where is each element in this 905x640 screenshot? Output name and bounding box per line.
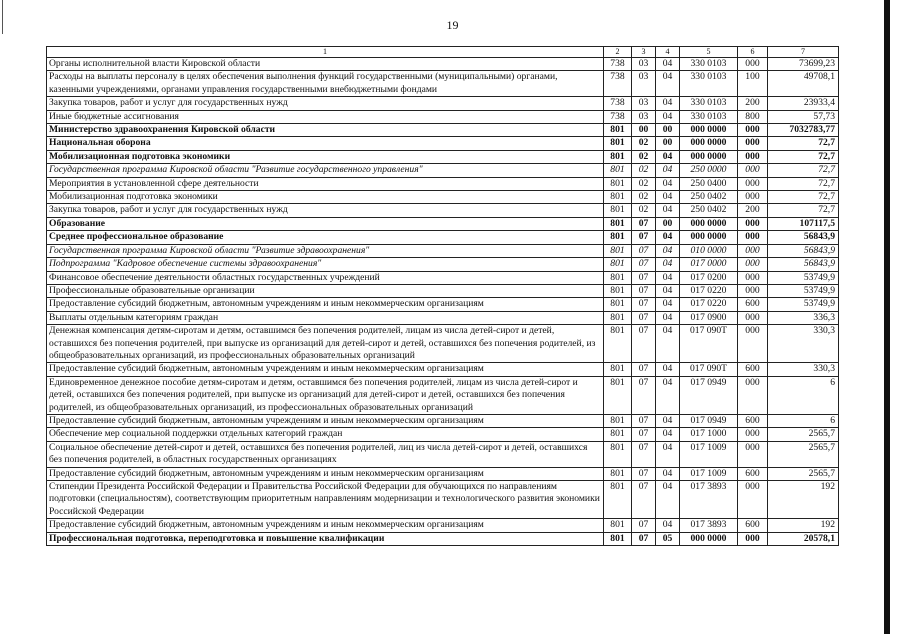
row-subsection-code: 04 bbox=[656, 71, 680, 97]
row-subsection-code: 04 bbox=[656, 519, 680, 532]
row-name: Единовременное денежное пособие детям-сиротам и детям, оставшимся без попечения родителей, лицам из числа детей-сирот и детей, оставшихся без попечения родителей, при выпуске из организаций для детей-сирот и детей, оставшихся без попечения родителей, из общеобразовательных организаций, из профессиональных образовательных организаций bbox=[47, 376, 604, 414]
row-name: Национальная оборона bbox=[47, 137, 604, 150]
row-expense-type: 000 bbox=[738, 137, 768, 150]
row-admin-code: 801 bbox=[604, 428, 632, 441]
row-amount: 2565,7 bbox=[768, 441, 839, 467]
row-name: Государственная программа Кировской области "Развитие здравоохранения" bbox=[47, 244, 604, 257]
row-section-code: 07 bbox=[632, 258, 656, 271]
row-amount: 73699,23 bbox=[768, 58, 839, 71]
budget-table bbox=[46, 46, 839, 546]
row-section-code: 02 bbox=[632, 137, 656, 150]
col-header-6: 6 bbox=[738, 47, 768, 58]
table-row bbox=[47, 441, 839, 467]
row-amount: 192 bbox=[768, 481, 839, 519]
row-expense-type: 800 bbox=[738, 110, 768, 123]
row-admin-code: 801 bbox=[604, 363, 632, 376]
row-admin-code: 801 bbox=[604, 467, 632, 480]
table-body bbox=[47, 58, 839, 546]
row-target-code: 330 0103 bbox=[680, 71, 738, 97]
row-section-code: 07 bbox=[632, 311, 656, 324]
row-target-code: 017 0220 bbox=[680, 298, 738, 311]
row-admin-code: 801 bbox=[604, 532, 632, 545]
row-subsection-code: 04 bbox=[656, 177, 680, 190]
table-row bbox=[47, 298, 839, 311]
row-amount: 53749,9 bbox=[768, 284, 839, 297]
row-expense-type: 000 bbox=[738, 271, 768, 284]
row-name: Расходы на выплаты персоналу в целях обеспечения выполнения функций государственными (муниципальными) органами, казенными учреждениями, органами управления государственными внебюджетными фондами bbox=[47, 71, 604, 97]
row-subsection-code: 04 bbox=[656, 325, 680, 363]
row-expense-type: 100 bbox=[738, 71, 768, 97]
row-section-code: 07 bbox=[632, 298, 656, 311]
row-section-code: 02 bbox=[632, 191, 656, 204]
row-name: Предоставление субсидий бюджетным, автономным учреждениям и иным некоммерческим организациям bbox=[47, 414, 604, 427]
row-name: Закупка товаров, работ и услуг для государственных нужд bbox=[47, 204, 604, 217]
row-subsection-code: 04 bbox=[656, 467, 680, 480]
row-section-code: 07 bbox=[632, 244, 656, 257]
row-subsection-code: 04 bbox=[656, 231, 680, 244]
table-row bbox=[47, 271, 839, 284]
row-target-code: 000 0000 bbox=[680, 217, 738, 230]
table-header-row bbox=[47, 47, 839, 58]
row-admin-code: 801 bbox=[604, 376, 632, 414]
row-admin-code: 801 bbox=[604, 244, 632, 257]
row-section-code: 07 bbox=[632, 467, 656, 480]
row-expense-type: 000 bbox=[738, 311, 768, 324]
table-row bbox=[47, 284, 839, 297]
row-admin-code: 801 bbox=[604, 441, 632, 467]
col-header-4: 4 bbox=[656, 47, 680, 58]
row-amount: 2565,7 bbox=[768, 467, 839, 480]
table-row bbox=[47, 325, 839, 363]
row-name: Социальное обеспечение детей-сирот и детей, оставшихся без попечения родителей, лиц из числа детей-сирот и детей, оставшихся без попечения родителей, в областных государственных организациях bbox=[47, 441, 604, 467]
row-section-code: 07 bbox=[632, 414, 656, 427]
row-admin-code: 738 bbox=[604, 97, 632, 110]
row-expense-type: 000 bbox=[738, 441, 768, 467]
row-section-code: 07 bbox=[632, 363, 656, 376]
table-row bbox=[47, 164, 839, 177]
row-target-code: 250 0000 bbox=[680, 164, 738, 177]
row-target-code: 330 0103 bbox=[680, 58, 738, 71]
col-header-7: 7 bbox=[768, 47, 839, 58]
col-header-3: 3 bbox=[632, 47, 656, 58]
row-admin-code: 801 bbox=[604, 298, 632, 311]
table-row bbox=[47, 71, 839, 97]
row-amount: 6 bbox=[768, 376, 839, 414]
row-amount: 56843,9 bbox=[768, 258, 839, 271]
row-subsection-code: 04 bbox=[656, 363, 680, 376]
table-row bbox=[47, 58, 839, 71]
row-expense-type: 000 bbox=[738, 164, 768, 177]
row-subsection-code: 04 bbox=[656, 58, 680, 71]
row-expense-type: 000 bbox=[738, 191, 768, 204]
row-expense-type: 600 bbox=[738, 414, 768, 427]
row-expense-type: 000 bbox=[738, 325, 768, 363]
table-row bbox=[47, 204, 839, 217]
row-section-code: 02 bbox=[632, 164, 656, 177]
row-subsection-code: 04 bbox=[656, 414, 680, 427]
row-subsection-code: 04 bbox=[656, 428, 680, 441]
row-amount: 56843,9 bbox=[768, 231, 839, 244]
table-row bbox=[47, 191, 839, 204]
row-expense-type: 000 bbox=[738, 58, 768, 71]
row-subsection-code: 04 bbox=[656, 97, 680, 110]
table-row bbox=[47, 428, 839, 441]
row-expense-type: 600 bbox=[738, 363, 768, 376]
row-name: Денежная компенсация детям-сиротам и детям, оставшимся без попечения родителей, лицам из числа детей-сирот и детей, оставшихся без попечения родителей, при выпуске из организаций для детей-сирот и детей, оставшихся без попечения родителей, из общеобразовательных организаций, из профессиональных образовательных организаций bbox=[47, 325, 604, 363]
row-section-code: 02 bbox=[632, 204, 656, 217]
row-amount: 6 bbox=[768, 414, 839, 427]
row-name: Обеспечение мер социальной поддержки отдельных категорий граждан bbox=[47, 428, 604, 441]
row-section-code: 02 bbox=[632, 150, 656, 163]
row-subsection-code: 04 bbox=[656, 110, 680, 123]
row-name: Иные бюджетные ассигнования bbox=[47, 110, 604, 123]
table-row bbox=[47, 231, 839, 244]
row-expense-type: 000 bbox=[738, 177, 768, 190]
row-amount: 72,7 bbox=[768, 164, 839, 177]
row-section-code: 03 bbox=[632, 58, 656, 71]
row-subsection-code: 04 bbox=[656, 481, 680, 519]
table-row bbox=[47, 481, 839, 519]
row-admin-code: 738 bbox=[604, 71, 632, 97]
row-name: Выплаты отдельным категориям граждан bbox=[47, 311, 604, 324]
table-row bbox=[47, 519, 839, 532]
row-section-code: 07 bbox=[632, 441, 656, 467]
row-name: Органы исполнительной власти Кировской области bbox=[47, 58, 604, 71]
row-section-code: 03 bbox=[632, 71, 656, 97]
row-name: Министерство здравоохранения Кировской области bbox=[47, 124, 604, 137]
row-subsection-code: 04 bbox=[656, 164, 680, 177]
table-row bbox=[47, 217, 839, 230]
row-expense-type: 000 bbox=[738, 244, 768, 257]
row-name: Государственная программа Кировской области "Развитие государственного управления" bbox=[47, 164, 604, 177]
row-expense-type: 200 bbox=[738, 204, 768, 217]
row-target-code: 017 0949 bbox=[680, 376, 738, 414]
row-admin-code: 801 bbox=[604, 177, 632, 190]
row-amount: 53749,9 bbox=[768, 271, 839, 284]
row-amount: 20578,1 bbox=[768, 532, 839, 545]
row-amount: 53749,9 bbox=[768, 298, 839, 311]
row-admin-code: 738 bbox=[604, 110, 632, 123]
row-admin-code: 801 bbox=[604, 164, 632, 177]
row-name: Предоставление субсидий бюджетным, автономным учреждениям и иным некоммерческим организациям bbox=[47, 519, 604, 532]
row-target-code: 330 0103 bbox=[680, 110, 738, 123]
row-expense-type: 000 bbox=[738, 231, 768, 244]
row-subsection-code: 04 bbox=[656, 284, 680, 297]
row-amount: 72,7 bbox=[768, 137, 839, 150]
row-section-code: 03 bbox=[632, 97, 656, 110]
table-row bbox=[47, 97, 839, 110]
row-admin-code: 801 bbox=[604, 137, 632, 150]
row-admin-code: 801 bbox=[604, 325, 632, 363]
row-target-code: 330 0103 bbox=[680, 97, 738, 110]
row-amount: 2565,7 bbox=[768, 428, 839, 441]
row-amount: 56843,9 bbox=[768, 244, 839, 257]
table-row bbox=[47, 150, 839, 163]
row-target-code: 017 0949 bbox=[680, 414, 738, 427]
row-section-code: 07 bbox=[632, 325, 656, 363]
row-admin-code: 801 bbox=[604, 204, 632, 217]
row-admin-code: 801 bbox=[604, 414, 632, 427]
row-target-code: 017 0220 bbox=[680, 284, 738, 297]
row-expense-type: 200 bbox=[738, 97, 768, 110]
row-target-code: 017 0900 bbox=[680, 311, 738, 324]
row-target-code: 017 1009 bbox=[680, 441, 738, 467]
row-section-code: 07 bbox=[632, 284, 656, 297]
table-row bbox=[47, 137, 839, 150]
row-expense-type: 000 bbox=[738, 532, 768, 545]
row-subsection-code: 00 bbox=[656, 137, 680, 150]
row-admin-code: 801 bbox=[604, 519, 632, 532]
row-admin-code: 801 bbox=[604, 191, 632, 204]
scan-edge-bar bbox=[884, 0, 890, 634]
row-amount: 72,7 bbox=[768, 204, 839, 217]
row-admin-code: 801 bbox=[604, 258, 632, 271]
row-name: Профессиональные образовательные организации bbox=[47, 284, 604, 297]
row-expense-type: 000 bbox=[738, 428, 768, 441]
row-amount: 192 bbox=[768, 519, 839, 532]
row-target-code: 000 0000 bbox=[680, 137, 738, 150]
row-admin-code: 801 bbox=[604, 311, 632, 324]
row-expense-type: 000 bbox=[738, 284, 768, 297]
row-section-code: 07 bbox=[632, 481, 656, 519]
row-section-code: 07 bbox=[632, 428, 656, 441]
row-target-code: 017 3893 bbox=[680, 481, 738, 519]
row-name: Предоставление субсидий бюджетным, автономным учреждениям и иным некоммерческим организациям bbox=[47, 298, 604, 311]
table-row bbox=[47, 244, 839, 257]
row-name: Мобилизационная подготовка экономики bbox=[47, 191, 604, 204]
row-amount: 7032783,77 bbox=[768, 124, 839, 137]
row-section-code: 07 bbox=[632, 271, 656, 284]
page-number: 19 bbox=[446, 18, 459, 32]
row-section-code: 07 bbox=[632, 217, 656, 230]
row-expense-type: 000 bbox=[738, 124, 768, 137]
row-name: Стипендии Президента Российской Федерации и Правительства Российской Федерации для обучающихся по направлениям подготовки (специальностям), соответствующим приоритетным направлениям модернизации и технологического развития экономики Российской Федерации bbox=[47, 481, 604, 519]
row-name: Финансовое обеспечение деятельности областных государственных учреждений bbox=[47, 271, 604, 284]
row-target-code: 017 090Т bbox=[680, 325, 738, 363]
table-row bbox=[47, 124, 839, 137]
row-name: Закупка товаров, работ и услуг для государственных нужд bbox=[47, 97, 604, 110]
row-name: Среднее профессиональное образование bbox=[47, 231, 604, 244]
row-subsection-code: 04 bbox=[656, 376, 680, 414]
row-target-code: 017 0000 bbox=[680, 258, 738, 271]
row-section-code: 07 bbox=[632, 376, 656, 414]
row-expense-type: 000 bbox=[738, 217, 768, 230]
row-target-code: 000 0000 bbox=[680, 150, 738, 163]
row-amount: 72,7 bbox=[768, 150, 839, 163]
row-target-code: 000 0000 bbox=[680, 231, 738, 244]
row-section-code: 00 bbox=[632, 124, 656, 137]
row-expense-type: 000 bbox=[738, 258, 768, 271]
row-target-code: 017 3893 bbox=[680, 519, 738, 532]
row-subsection-code: 05 bbox=[656, 532, 680, 545]
row-admin-code: 801 bbox=[604, 271, 632, 284]
row-amount: 72,7 bbox=[768, 177, 839, 190]
row-target-code: 010 0000 bbox=[680, 244, 738, 257]
table-row bbox=[47, 467, 839, 480]
row-target-code: 250 0402 bbox=[680, 191, 738, 204]
row-admin-code: 738 bbox=[604, 58, 632, 71]
row-name: Мероприятия в установленной сфере деятельности bbox=[47, 177, 604, 190]
row-amount: 330,3 bbox=[768, 363, 839, 376]
row-expense-type: 600 bbox=[738, 467, 768, 480]
row-section-code: 07 bbox=[632, 231, 656, 244]
row-amount: 57,73 bbox=[768, 110, 839, 123]
row-target-code: 017 1000 bbox=[680, 428, 738, 441]
row-target-code: 000 0000 bbox=[680, 532, 738, 545]
row-name: Мобилизационная подготовка экономики bbox=[47, 150, 604, 163]
row-name: Подпрограмма "Кадровое обеспечение системы здравоохранения" bbox=[47, 258, 604, 271]
row-subsection-code: 00 bbox=[656, 124, 680, 137]
row-subsection-code: 04 bbox=[656, 191, 680, 204]
row-amount: 23933,4 bbox=[768, 97, 839, 110]
row-subsection-code: 04 bbox=[656, 244, 680, 257]
row-subsection-code: 04 bbox=[656, 150, 680, 163]
row-section-code: 02 bbox=[632, 177, 656, 190]
row-admin-code: 801 bbox=[604, 481, 632, 519]
col-header-2: 2 bbox=[604, 47, 632, 58]
row-target-code: 017 0200 bbox=[680, 271, 738, 284]
row-admin-code: 801 bbox=[604, 217, 632, 230]
table-row bbox=[47, 110, 839, 123]
row-target-code: 017 090Т bbox=[680, 363, 738, 376]
row-subsection-code: 04 bbox=[656, 298, 680, 311]
row-amount: 72,7 bbox=[768, 191, 839, 204]
row-expense-type: 600 bbox=[738, 519, 768, 532]
row-admin-code: 801 bbox=[604, 284, 632, 297]
row-section-code: 07 bbox=[632, 532, 656, 545]
row-amount: 330,3 bbox=[768, 325, 839, 363]
table-row bbox=[47, 177, 839, 190]
row-subsection-code: 04 bbox=[656, 271, 680, 284]
row-admin-code: 801 bbox=[604, 231, 632, 244]
row-subsection-code: 04 bbox=[656, 204, 680, 217]
table-row bbox=[47, 376, 839, 414]
col-header-1: 1 bbox=[47, 47, 604, 58]
table-row bbox=[47, 532, 839, 545]
row-name: Предоставление субсидий бюджетным, автономным учреждениям и иным некоммерческим организациям bbox=[47, 467, 604, 480]
row-subsection-code: 04 bbox=[656, 311, 680, 324]
row-admin-code: 801 bbox=[604, 150, 632, 163]
row-subsection-code: 04 bbox=[656, 258, 680, 271]
col-header-5: 5 bbox=[680, 47, 738, 58]
row-amount: 49708,1 bbox=[768, 71, 839, 97]
table-row bbox=[47, 311, 839, 324]
row-subsection-code: 00 bbox=[656, 217, 680, 230]
row-target-code: 250 0402 bbox=[680, 204, 738, 217]
table-row bbox=[47, 363, 839, 376]
row-name: Предоставление субсидий бюджетным, автономным учреждениям и иным некоммерческим организациям bbox=[47, 363, 604, 376]
row-name: Образование bbox=[47, 217, 604, 230]
row-subsection-code: 04 bbox=[656, 441, 680, 467]
row-expense-type: 000 bbox=[738, 376, 768, 414]
row-amount: 336,3 bbox=[768, 311, 839, 324]
row-target-code: 250 0400 bbox=[680, 177, 738, 190]
row-name: Профессиональная подготовка, переподготовка и повышение квалификации bbox=[47, 532, 604, 545]
row-admin-code: 801 bbox=[604, 124, 632, 137]
row-expense-type: 000 bbox=[738, 150, 768, 163]
row-target-code: 000 0000 bbox=[680, 124, 738, 137]
table-row bbox=[47, 414, 839, 427]
row-section-code: 07 bbox=[632, 519, 656, 532]
row-expense-type: 000 bbox=[738, 481, 768, 519]
row-expense-type: 600 bbox=[738, 298, 768, 311]
row-amount: 107117,5 bbox=[768, 217, 839, 230]
table-row bbox=[47, 258, 839, 271]
row-section-code: 03 bbox=[632, 110, 656, 123]
row-target-code: 017 1009 bbox=[680, 467, 738, 480]
